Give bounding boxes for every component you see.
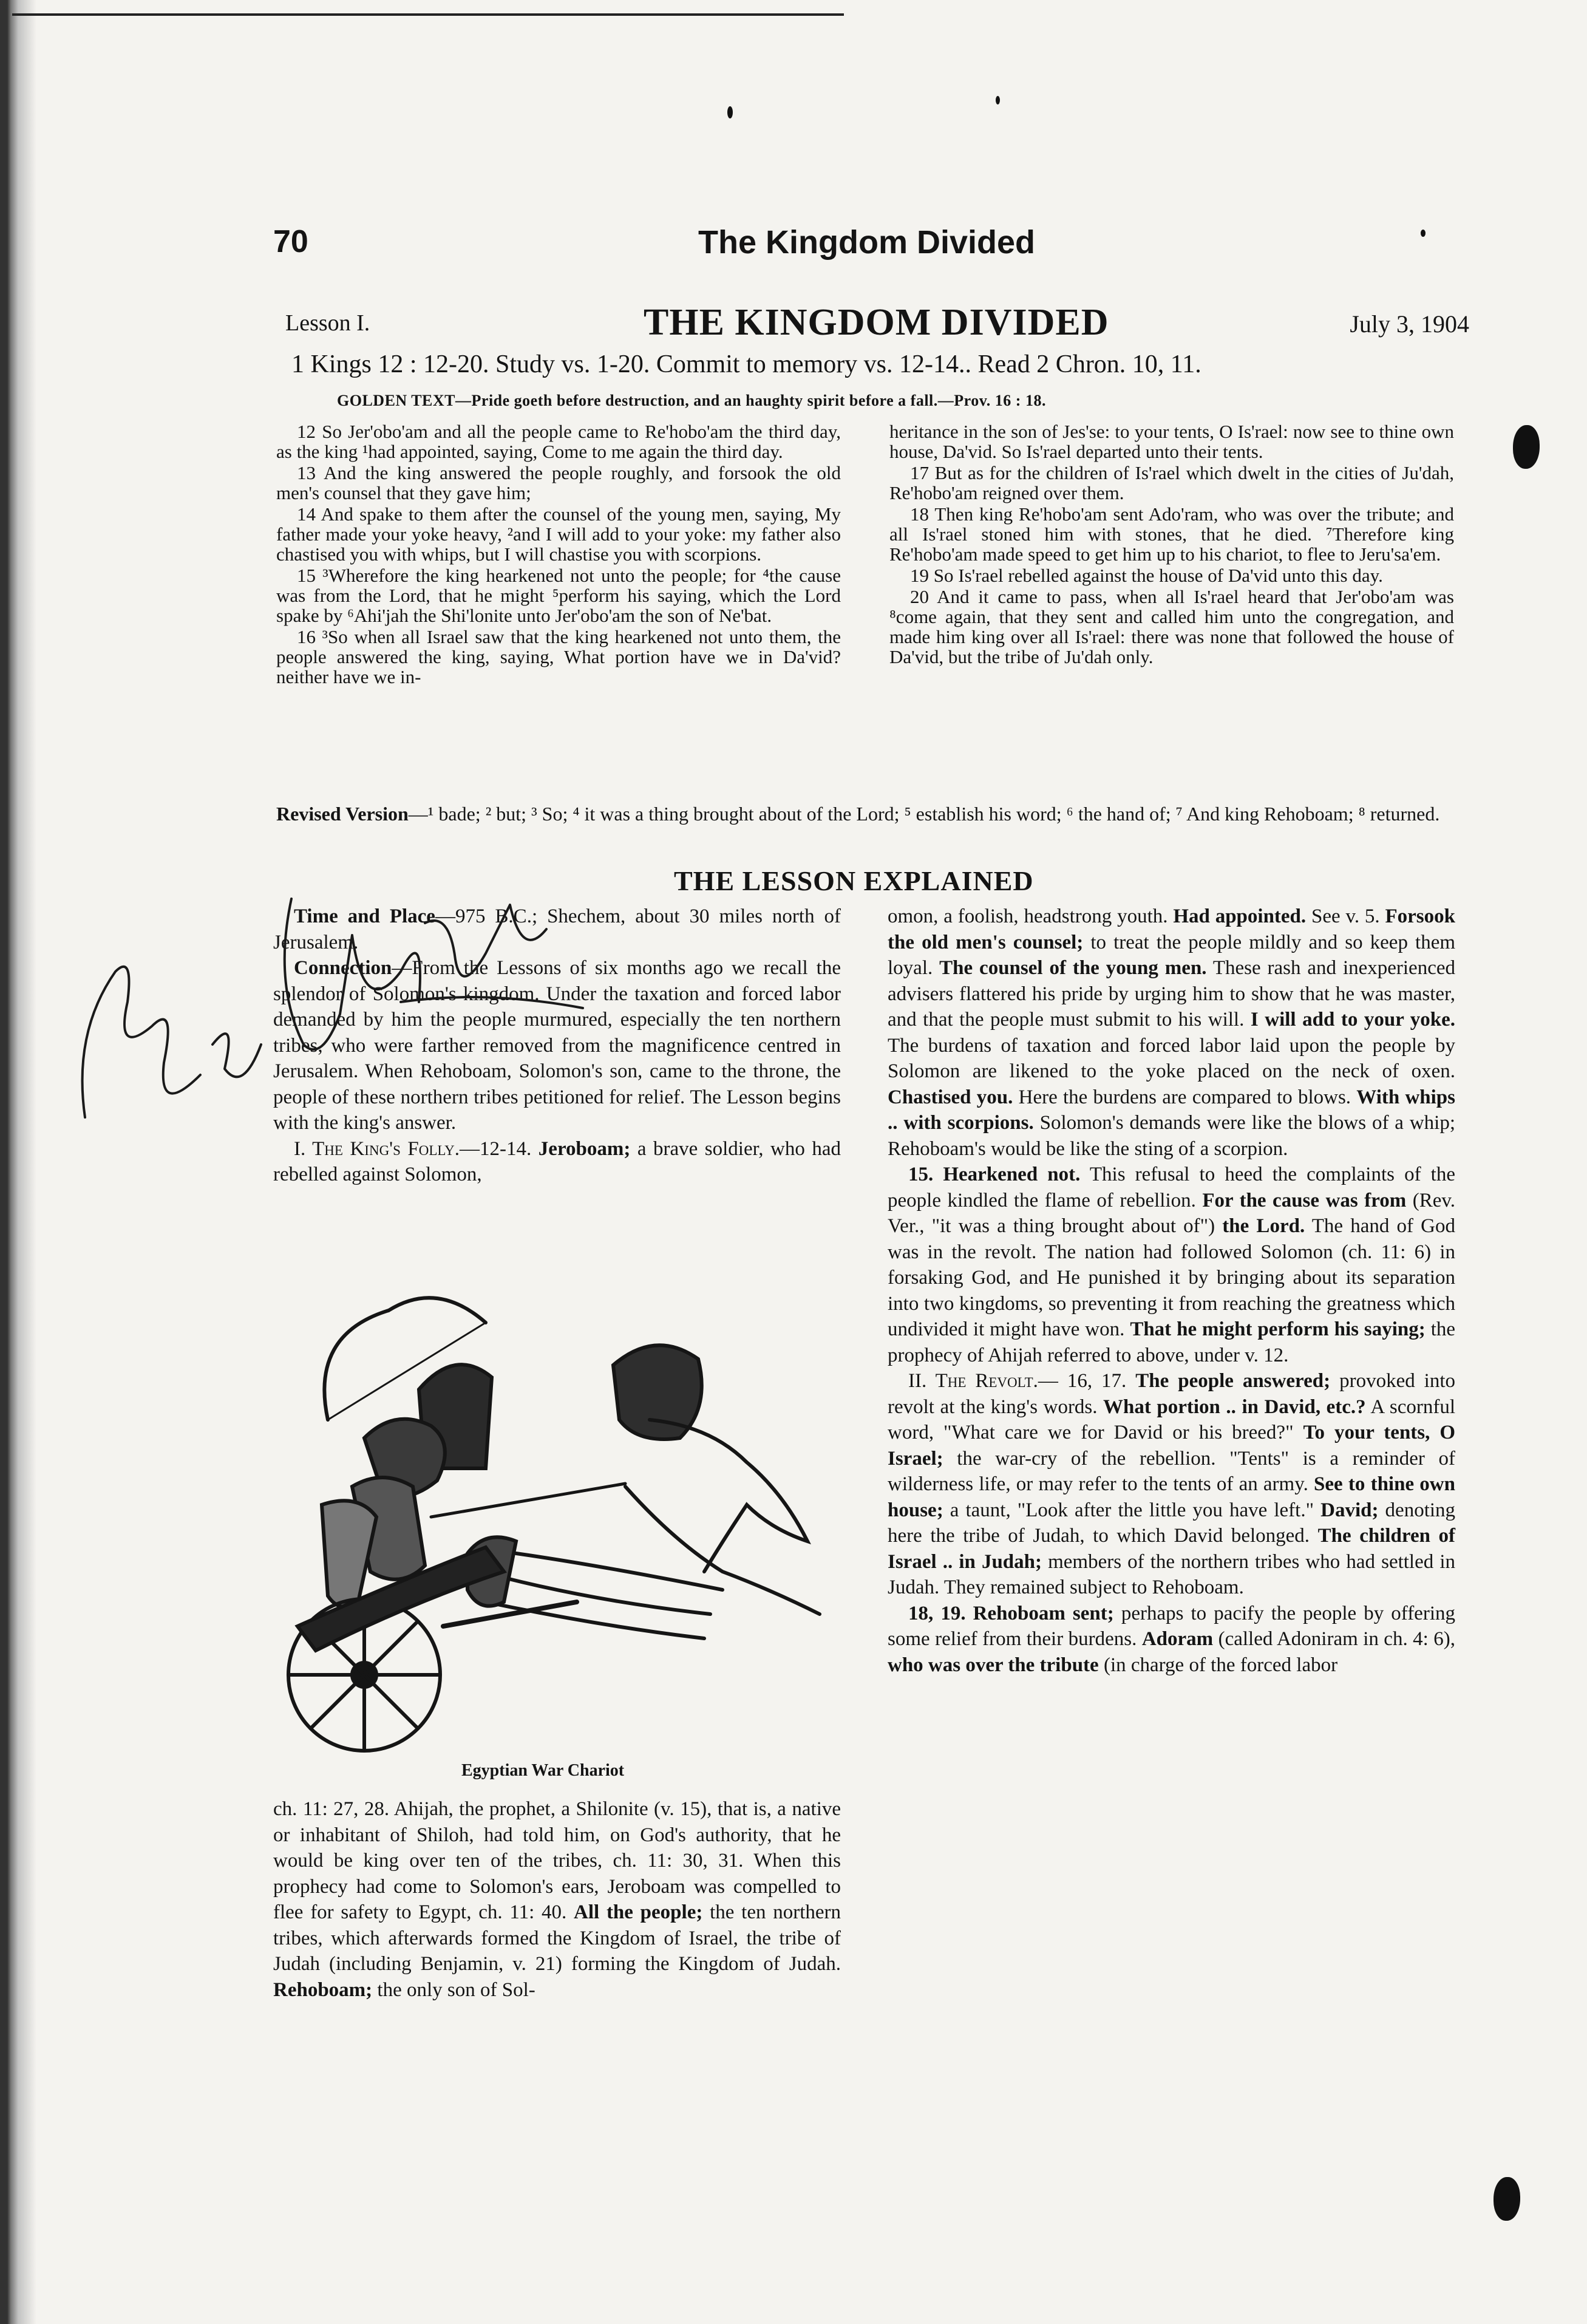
time-label: Time and Place	[294, 905, 435, 927]
text: the prophecy of Ahijah referred to above, under v. 12.	[888, 1318, 1456, 1366]
term: What portion .. in David, etc.?	[1103, 1395, 1366, 1418]
text: Ahijah, the prophet,	[393, 1798, 556, 1820]
handwritten-signature	[61, 862, 607, 1178]
term: the Lord.	[1222, 1215, 1305, 1237]
lesson-references: 1 Kings 12 : 12-20. Study vs. 1-20. Commit to memory vs. 12-14.. Read 2 Chron. 10, 11.	[291, 350, 1201, 378]
paragraph	[888, 1601, 1455, 1678]
term: Forsook the old men's counsel;	[888, 905, 1455, 953]
scan-speck	[727, 106, 733, 118]
page-header	[273, 223, 1463, 272]
verse: 14 And spake to them after the counsel of the young men, saying, My father made your yoke heavy, ²and I will add to your yoke: my father also chastised you with whips, but I will chastise you with scorpions.	[276, 503, 841, 565]
section-title: THE LESSON EXPLAINED	[674, 865, 1034, 896]
text: See v. 5.	[1311, 905, 1380, 927]
term: who was over the tribute	[888, 1654, 1099, 1676]
verse: heritance in the son of Jes'se: to your tents, O Is'rael: now see to thine own house, Da'vid. So Is'rael departed unto their tents.	[889, 421, 1454, 462]
text: These rash and inexperienced advisers flattered his pride by urging him to show that he was master, and that the people must submit to his will.	[888, 957, 1456, 1031]
term: Adoram	[1141, 1628, 1214, 1650]
ink-blot	[1513, 425, 1540, 469]
lesson-title: THE KINGDOM DIVIDED	[644, 302, 1109, 343]
term: Had appointed.	[1173, 905, 1307, 927]
explained-right-column	[888, 904, 1455, 1678]
revised-label: Revised Version	[276, 803, 409, 825]
text: the only son of Sol-	[377, 1978, 535, 2001]
term: 18, 19. Rehoboam sent;	[908, 1602, 1114, 1624]
term: The children of Israel .. in Judah;	[888, 1525, 1456, 1573]
text: to treat the people mildly and so keep them loyal.	[888, 931, 1456, 979]
top-rule	[12, 13, 844, 16]
text: perhaps to pacify the people by offering some relief from their burdens.	[888, 1602, 1455, 1650]
verse: 12 So Jer'obo'am and all the people came to Re'hobo'am the third day, as the king ¹had appointed, saying, Come to me again the third day.	[276, 421, 841, 462]
lesson-label: Lesson I.	[285, 310, 370, 336]
text: denoting here the tribe of Judah, to which David belonged.	[888, 1499, 1456, 1547]
verse: 17 But as for the children of Is'rael which dwelt in the cities of Ju'dah, Re'hobo'am reigned over them.	[889, 462, 1454, 503]
term: To your tents, O Israel;	[888, 1422, 1455, 1470]
scan-speck	[996, 96, 1000, 104]
revised-version-note	[276, 803, 1460, 825]
revised-text: —¹ bade; ² but; ³ So; ⁴ it was a thing brought about of the Lord; ⁵ establish his word; ⁶ the hand of; ⁷ And king Rehoboam; ⁸ returned.	[408, 803, 1440, 825]
term: For the cause was from	[1202, 1189, 1407, 1211]
text: (Rev. Ver., "it was a thing brought about of")	[888, 1189, 1456, 1237]
time-text: —975 B.C.; Shechem, about 30 miles north of Jerusalem.	[273, 905, 841, 953]
text: The hand of God was in the revolt. The nation had followed Solomon (ch. 11: 6) in forsaking God, and He punished it by bringing about its separation into two kingdoms, so preventing it from reaching the greatness which undivided it might have won.	[888, 1215, 1455, 1340]
section-one-heading: I. The King's Folly.—12-14.	[294, 1137, 532, 1160]
scan-binding-edge	[0, 0, 36, 2324]
text: This refusal to heed the complaints of the people kindled the flame of rebellion.	[888, 1164, 1455, 1211]
page-number: 70	[273, 224, 308, 259]
text: Solomon's demands were like the blows of a whip; Rehoboam's would be like the sting of a scorpion.	[888, 1112, 1456, 1160]
explained-left-column-bottom	[273, 1796, 841, 2003]
term: Chastised you.	[888, 1086, 1013, 1108]
figure-caption: Egyptian War Chariot	[461, 1761, 625, 1780]
text: a brave soldier, who had rebelled against Solomon,	[273, 1137, 841, 1185]
term: Jeroboam;	[538, 1137, 631, 1160]
text: A scornful word, "What care we for David or his breed?"	[888, 1395, 1455, 1443]
paragraph	[888, 1162, 1455, 1368]
text: a taunt, "Look after the little you have left."	[950, 1499, 1314, 1521]
text: a Shilonite (v. 15), that is, a native or inhabitant of Shiloh, had told him, on God's authority, that he would be king over ten of the tribes, ch. 11: 30, 31. When this prophecy had come to Solomon's ears, Jeroboam was compelled to flee for safety to Egypt, ch. 11: 40.	[273, 1798, 841, 1923]
verse: 15 ³Wherefore the king hearkened not unto the people; for ⁴the cause was from the Lord, that he might ⁵perform his saying, which the Lord spake by ⁶Ahi'jah the Shi'lonite unto Jer'obo'am the son of Ne'bat.	[276, 565, 841, 626]
term: The people answered;	[1135, 1370, 1331, 1392]
term: I will add to your yoke.	[1250, 1009, 1456, 1031]
paragraph	[888, 904, 1455, 1162]
term: See to thine own house;	[888, 1473, 1455, 1521]
text: the war-cry of the rebellion. "Tents" is a reminder of wilderness life, or may refer to the tents of an army.	[888, 1447, 1455, 1495]
verse: 19 So Is'rael rebelled against the house of Da'vid unto this day.	[910, 565, 1383, 586]
lesson-date: July 3, 1904	[1350, 310, 1469, 338]
verse: 20 And it came to pass, when all Is'rael heard that Jer'obo'am was ⁸come again, that they sent and called him unto the congregation, and made him king over all Is'rael: there was none that followed the house of Da'vid, but the tribe of Ju'dah only.	[889, 586, 1454, 667]
term: 15. Hearkened not.	[908, 1164, 1081, 1185]
term: All the people;	[574, 1901, 703, 1923]
text: ch. 11: 27, 28.	[273, 1798, 390, 1820]
text: provoked into revolt at the king's words.	[888, 1370, 1456, 1418]
text: (in charge of the forced labor	[1103, 1654, 1338, 1676]
verse: 13 And the king answered the people roughly, and forsook the old men's counsel that they gave him;	[276, 462, 841, 503]
term: Rehoboam;	[273, 1978, 373, 2001]
verse: 18 Then king Re'hobo'am sent Ado'ram, who was over the tribute; and all Is'rael stoned him with stones, that he died. ⁷Therefore king Re'hobo'am made speed to get him up to his chariot, to flee to Jeru'sa'em.	[889, 503, 1454, 565]
scripture-right-column	[889, 421, 1454, 668]
text: omon, a foolish, headstrong youth.	[888, 905, 1168, 927]
connection-label: Connection	[294, 957, 392, 979]
text: the ten northern tribes, which afterwards formed the Kingdom of Israel, the tribe of Judah (including Benjamin, v. 21) forming the Kingdom of Judah.	[273, 1901, 841, 1975]
chariot-illustration	[285, 1286, 844, 1760]
section-one-continued	[273, 1796, 841, 2003]
connection-text: —From the Lessons of six months ago we recall the splendor of Solomon's kingdom. Under the taxation and forced labor demanded by him the people murmured, especially the ten northern tribes, who were farther removed from the magnificence centred in Jerusalem. When Rehoboam, Solomon's son, came to the throne, the people of these northern tribes petitioned for relief. The Lesson begins with the king's answer.	[273, 957, 841, 1134]
lesson-title-row	[285, 301, 1469, 350]
term: The counsel of the young men.	[939, 957, 1207, 979]
term: With whips .. with scorpions.	[888, 1086, 1455, 1134]
ink-blot	[1494, 2177, 1520, 2221]
text: Here the burdens are compared to blows.	[1018, 1086, 1351, 1108]
verse: 16 ³So when all Israel saw that the king hearkened not unto them, the people answered the king, saying, What portion have we in Da'vid? neither have we in-	[276, 626, 841, 687]
scripture-left-column	[276, 421, 841, 688]
term: David;	[1320, 1499, 1379, 1521]
text: (called Adoniram in ch. 4: 6),	[1218, 1628, 1455, 1650]
paragraph	[888, 1368, 1455, 1601]
text: The burdens of taxation and forced labor laid upon the people by Solomon are likened to the yoke placed on the neck of oxen.	[888, 1034, 1455, 1082]
running-head: The Kingdom Divided	[698, 224, 1036, 261]
text: members of the northern tribes who had settled in Judah. They remained subject to Rehoboam.	[888, 1550, 1455, 1598]
term: That he might perform his saying;	[1130, 1318, 1426, 1340]
golden-text: GOLDEN TEXT—Pride goeth before destruction, and an haughty spirit before a fall.—Prov. 16 : 18.	[337, 392, 1046, 409]
section-two-heading: II. The Revolt.— 16, 17.	[908, 1370, 1127, 1392]
